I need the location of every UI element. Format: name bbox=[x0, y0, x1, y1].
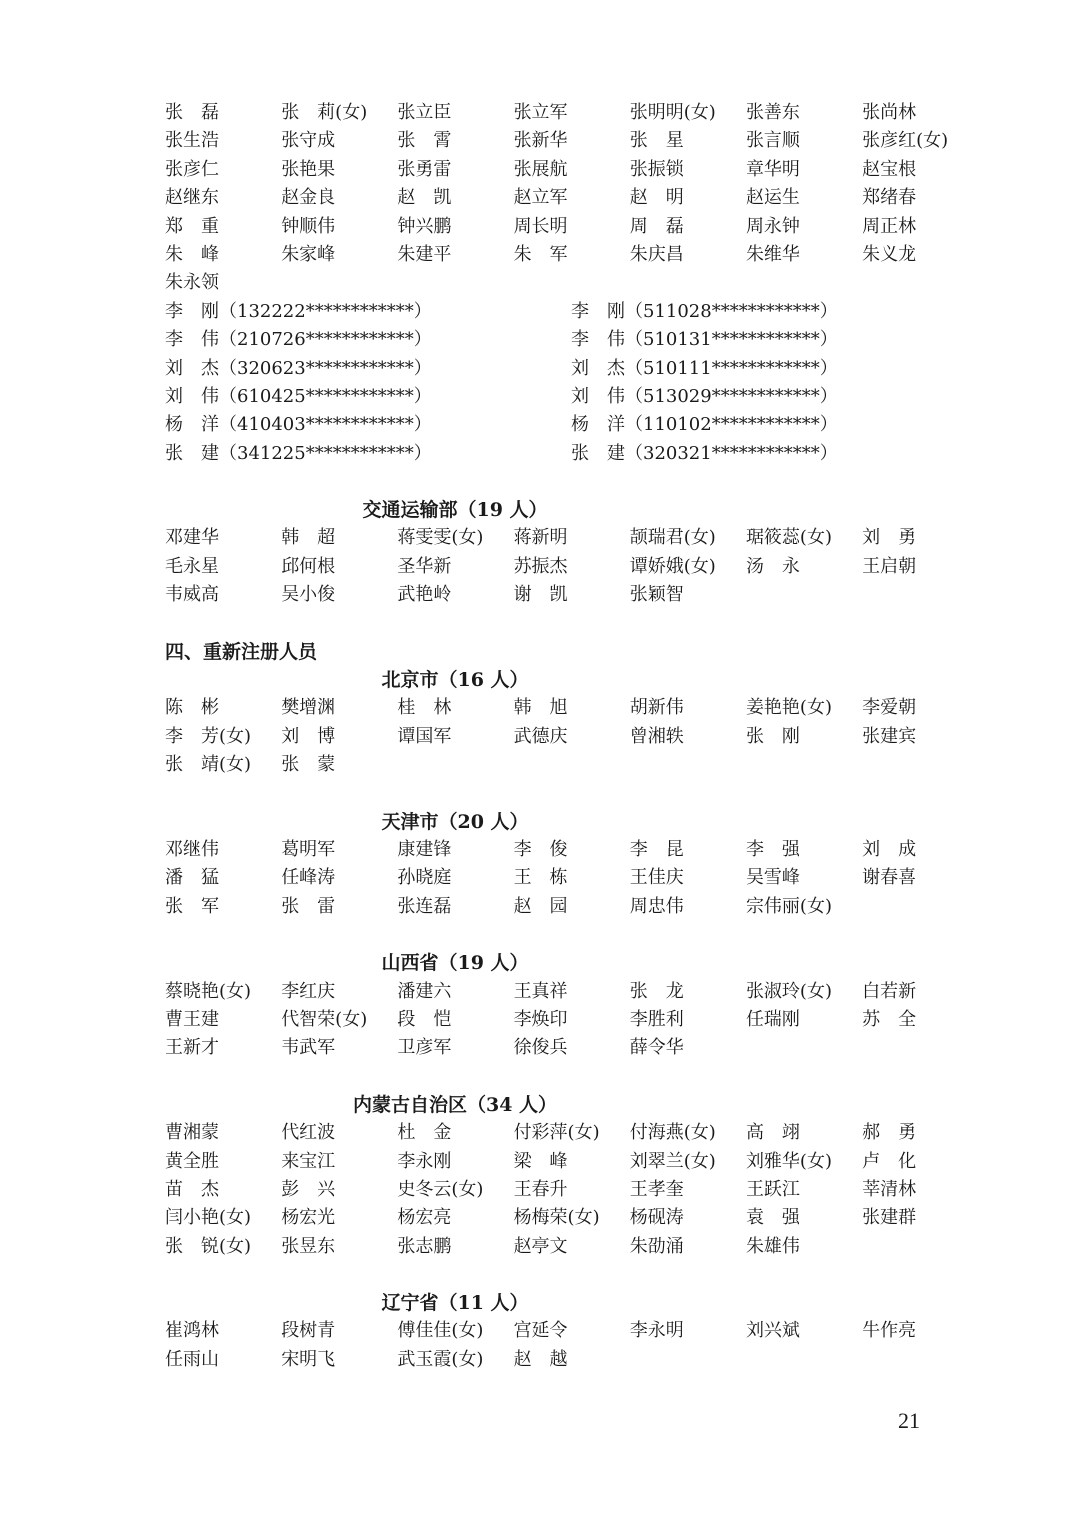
id-name-row bbox=[165, 355, 965, 383]
name-row bbox=[165, 156, 965, 184]
name-row bbox=[165, 241, 965, 269]
person-name: 张 雷 bbox=[281, 895, 336, 917]
person-name: 陈 彬 bbox=[165, 697, 219, 719]
person-name: 张彦仁 bbox=[165, 158, 219, 180]
person-name: 任峰涛 bbox=[281, 867, 336, 889]
person-name: 张 龙 bbox=[629, 980, 684, 1002]
person-name: 赵金良 bbox=[281, 187, 336, 209]
person-name: 苏 全 bbox=[862, 1008, 917, 1030]
name-row bbox=[165, 893, 965, 921]
person-name: 张守成 bbox=[281, 130, 336, 152]
person-name: 孙晓庭 bbox=[397, 867, 452, 889]
person-name: 张勇雷 bbox=[397, 158, 452, 180]
id-name-row bbox=[165, 383, 965, 411]
person-name: 王真祥 bbox=[513, 980, 568, 1002]
id-name-row bbox=[165, 326, 965, 354]
person-name: 朱家峰 bbox=[281, 243, 336, 265]
person-name: 毛永星 bbox=[165, 555, 219, 577]
person-name: 葛明军 bbox=[281, 838, 336, 860]
person-name: 赵立军 bbox=[513, 187, 568, 209]
person-name: 张立军 bbox=[513, 102, 568, 123]
section-title: 天津市（20 人） bbox=[381, 810, 529, 833]
person-name-with-id: 杨 洋（410403************） bbox=[165, 414, 432, 436]
person-name: 李 昆 bbox=[629, 838, 684, 860]
person-name: 张 靖(女) bbox=[165, 754, 252, 776]
person-name: 赵运生 bbox=[745, 187, 800, 209]
person-name: 张明明(女) bbox=[629, 102, 716, 123]
name-row bbox=[165, 99, 965, 127]
id-name-row bbox=[165, 298, 965, 326]
person-name: 李永刚 bbox=[397, 1150, 452, 1172]
person-name: 朱 峰 bbox=[165, 243, 219, 265]
person-name: 莘清林 bbox=[862, 1178, 917, 1200]
person-name: 桂 林 bbox=[397, 697, 452, 719]
person-name: 卫彦军 bbox=[397, 1037, 452, 1059]
person-name: 张昱东 bbox=[281, 1235, 336, 1257]
person-name: 汤 永 bbox=[745, 555, 800, 577]
person-name: 杨梅荣(女) bbox=[513, 1207, 600, 1229]
person-name: 武艳岭 bbox=[397, 584, 452, 606]
person-name-with-id: 李 刚（511028************） bbox=[571, 300, 838, 322]
person-name: 刘 博 bbox=[281, 725, 336, 747]
name-row bbox=[165, 269, 965, 297]
person-name: 赵 明 bbox=[629, 187, 684, 209]
person-name: 李胜利 bbox=[629, 1008, 684, 1030]
person-name: 张尚林 bbox=[862, 102, 917, 123]
name-row bbox=[165, 864, 965, 892]
person-name: 周正林 bbox=[862, 215, 917, 237]
person-name: 赵 越 bbox=[513, 1348, 568, 1370]
person-name: 王春升 bbox=[513, 1178, 568, 1200]
person-name: 张善东 bbox=[745, 102, 800, 123]
section-title: 山西省（19 人） bbox=[381, 952, 529, 975]
name-row bbox=[165, 553, 965, 581]
section-title: 北京市（16 人） bbox=[381, 669, 529, 692]
person-name: 黄全胜 bbox=[165, 1150, 219, 1172]
person-name: 张展航 bbox=[513, 158, 568, 180]
person-name: 段 恺 bbox=[397, 1008, 452, 1030]
page-number: 21 bbox=[898, 1408, 920, 1433]
name-row bbox=[165, 581, 965, 609]
person-name: 高 翊 bbox=[745, 1122, 800, 1144]
person-name: 白若新 bbox=[862, 980, 917, 1002]
person-name: 蔡晓艳(女) bbox=[165, 980, 252, 1002]
person-name: 袁 强 bbox=[745, 1207, 800, 1229]
person-name: 刘兴斌 bbox=[745, 1320, 800, 1342]
person-name: 崔鸿林 bbox=[165, 1320, 219, 1342]
person-name: 付彩萍(女) bbox=[513, 1122, 600, 1144]
person-name: 潘 猛 bbox=[165, 867, 219, 889]
person-name: 刘 勇 bbox=[862, 527, 917, 549]
person-name: 杜 金 bbox=[397, 1122, 452, 1144]
person-name: 段树青 bbox=[281, 1320, 336, 1342]
person-name: 周忠伟 bbox=[629, 895, 684, 917]
person-name: 张 蒙 bbox=[281, 754, 336, 776]
person-name: 吴雪峰 bbox=[745, 867, 800, 889]
name-row bbox=[165, 1176, 965, 1204]
name-row bbox=[165, 1006, 965, 1034]
name-row bbox=[165, 127, 965, 155]
person-name: 李焕印 bbox=[513, 1008, 568, 1030]
person-name: 谭国军 bbox=[397, 725, 452, 747]
person-name-with-id: 张 建（320321************） bbox=[571, 442, 838, 464]
person-name: 武玉霞(女) bbox=[397, 1348, 484, 1370]
person-name: 李 芳(女) bbox=[165, 725, 252, 747]
person-name: 张淑玲(女) bbox=[745, 980, 832, 1002]
person-name: 朱庆昌 bbox=[629, 243, 684, 265]
person-name: 薛令华 bbox=[629, 1037, 684, 1059]
person-name-with-id: 李 刚（132222************） bbox=[165, 300, 432, 322]
person-name: 谢春喜 bbox=[862, 867, 917, 889]
person-name: 王佳庆 bbox=[629, 867, 684, 889]
person-name: 朱雄伟 bbox=[745, 1235, 800, 1257]
person-name: 圣华新 bbox=[397, 555, 452, 577]
section-title: 辽宁省（11 人） bbox=[381, 1292, 529, 1315]
person-name: 张艳果 bbox=[281, 158, 336, 180]
person-name: 康建锋 bbox=[397, 838, 452, 860]
person-name-with-id: 刘 伟（610425************） bbox=[165, 385, 432, 407]
person-name: 赵亭文 bbox=[513, 1235, 568, 1257]
person-name: 张 磊 bbox=[165, 102, 219, 123]
person-name: 曹湘蒙 bbox=[165, 1122, 219, 1144]
person-name-with-id: 张 建（341225************） bbox=[165, 442, 432, 464]
person-name: 张言顺 bbox=[745, 130, 800, 152]
person-name: 张 锐(女) bbox=[165, 1235, 252, 1257]
person-name: 韩 旭 bbox=[513, 697, 568, 719]
person-name: 彭 兴 bbox=[281, 1178, 336, 1200]
person-name: 吴小俊 bbox=[281, 584, 336, 606]
person-name: 付海燕(女) bbox=[629, 1122, 716, 1144]
person-name: 朱建平 bbox=[397, 243, 452, 265]
person-name: 来宝江 bbox=[281, 1150, 336, 1172]
person-name: 李永明 bbox=[629, 1320, 684, 1342]
name-row bbox=[165, 213, 965, 241]
person-name-with-id: 刘 伟（513029************） bbox=[571, 385, 838, 407]
person-name: 韦武军 bbox=[281, 1037, 336, 1059]
person-name: 王 栋 bbox=[513, 867, 568, 889]
person-name: 张建宾 bbox=[862, 725, 917, 747]
name-row bbox=[165, 723, 965, 751]
name-row bbox=[165, 694, 965, 722]
person-name: 卢 化 bbox=[862, 1150, 917, 1172]
person-name: 苗 杰 bbox=[165, 1178, 219, 1200]
person-name: 邓继伟 bbox=[165, 838, 219, 860]
person-name: 杨砚涛 bbox=[629, 1207, 684, 1229]
name-row bbox=[165, 978, 965, 1006]
name-row bbox=[165, 1148, 965, 1176]
id-name-row bbox=[165, 411, 965, 439]
person-name: 周长明 bbox=[513, 215, 568, 237]
person-name: 张连磊 bbox=[397, 895, 452, 917]
section-title: 内蒙古自治区（34 人） bbox=[352, 1093, 558, 1116]
person-name: 任雨山 bbox=[165, 1348, 219, 1370]
section-title: 交通运输部（19 人） bbox=[362, 499, 548, 522]
person-name: 刘 成 bbox=[862, 838, 917, 860]
person-name: 赵继东 bbox=[165, 187, 219, 209]
person-name: 徐俊兵 bbox=[513, 1037, 568, 1059]
person-name: 韩 超 bbox=[281, 527, 336, 549]
person-name: 张 霄 bbox=[397, 130, 452, 152]
person-name-with-id: 刘 杰（510111************） bbox=[571, 357, 838, 379]
person-name: 王启朝 bbox=[862, 555, 917, 577]
person-name: 杨宏亮 bbox=[397, 1207, 452, 1229]
person-name: 颉瑞君(女) bbox=[629, 527, 716, 549]
person-name: 代智荣(女) bbox=[281, 1008, 368, 1030]
person-name: 王新才 bbox=[165, 1037, 219, 1059]
person-name: 宋明飞 bbox=[281, 1348, 336, 1370]
name-row bbox=[165, 184, 965, 212]
name-row bbox=[165, 1317, 965, 1345]
person-name: 琚筱蕊(女) bbox=[745, 527, 832, 549]
person-name: 韦威高 bbox=[165, 584, 219, 606]
person-name: 蒋雯雯(女) bbox=[397, 527, 484, 549]
person-name: 武德庆 bbox=[513, 725, 568, 747]
person-name: 牛作亮 bbox=[862, 1320, 917, 1342]
person-name: 李 俊 bbox=[513, 838, 568, 860]
person-name: 章华明 bbox=[745, 158, 800, 180]
part-heading: 四、重新注册人员 bbox=[165, 640, 318, 663]
person-name: 张生浩 bbox=[165, 130, 219, 152]
person-name-with-id: 杨 洋（110102************） bbox=[571, 414, 838, 436]
person-name: 周 磊 bbox=[629, 215, 684, 237]
person-name: 樊增渊 bbox=[281, 697, 336, 719]
person-name: 张 星 bbox=[629, 130, 684, 152]
person-name: 张 莉(女) bbox=[281, 102, 368, 123]
person-name: 钟兴鹏 bbox=[397, 215, 452, 237]
person-name: 李 强 bbox=[745, 838, 800, 860]
person-name: 任瑞刚 bbox=[745, 1008, 800, 1030]
person-name: 郑 重 bbox=[165, 215, 219, 237]
person-name: 杨宏光 bbox=[281, 1207, 336, 1229]
person-name: 谭娇娥(女) bbox=[629, 555, 716, 577]
name-row bbox=[165, 751, 965, 779]
name-row bbox=[165, 1204, 965, 1232]
person-name: 宫延令 bbox=[513, 1320, 568, 1342]
person-name: 赵 园 bbox=[513, 895, 568, 917]
person-name: 张新华 bbox=[513, 130, 568, 152]
person-name: 曹王建 bbox=[165, 1008, 219, 1030]
person-name: 史冬云(女) bbox=[397, 1178, 484, 1200]
person-name: 赵 凯 bbox=[397, 187, 452, 209]
name-row bbox=[165, 1346, 965, 1374]
name-row bbox=[165, 524, 965, 552]
person-name: 郝 勇 bbox=[862, 1122, 917, 1144]
person-name: 谢 凯 bbox=[513, 584, 568, 606]
person-name: 赵宝根 bbox=[862, 158, 917, 180]
person-name: 张立臣 bbox=[397, 102, 452, 123]
person-name: 张振锁 bbox=[629, 158, 684, 180]
person-name: 张颖智 bbox=[629, 584, 684, 606]
person-name: 代红波 bbox=[281, 1122, 336, 1144]
person-name: 梁 峰 bbox=[513, 1150, 568, 1172]
person-name: 张志鹏 bbox=[397, 1235, 452, 1257]
person-name: 周永钟 bbox=[745, 215, 800, 237]
person-name: 姜艳艳(女) bbox=[745, 697, 832, 719]
person-name: 郑绪春 bbox=[862, 187, 917, 209]
person-name: 胡新伟 bbox=[629, 697, 684, 719]
person-name: 宗伟丽(女) bbox=[745, 895, 832, 917]
page-content bbox=[165, 99, 965, 1374]
person-name: 刘雅华(女) bbox=[745, 1150, 832, 1172]
person-name: 张 刚 bbox=[745, 725, 800, 747]
person-name: 朱 军 bbox=[513, 243, 568, 265]
person-name: 邱何根 bbox=[281, 555, 336, 577]
person-name: 苏振杰 bbox=[513, 555, 568, 577]
id-name-row bbox=[165, 440, 965, 468]
name-row bbox=[165, 1233, 965, 1261]
person-name: 王孝奎 bbox=[629, 1178, 684, 1200]
person-name-with-id: 刘 杰（320623************） bbox=[165, 357, 432, 379]
person-name: 李红庆 bbox=[281, 980, 336, 1002]
person-name: 朱维华 bbox=[745, 243, 800, 265]
person-name: 傅佳佳(女) bbox=[397, 1320, 484, 1342]
person-name: 王跃江 bbox=[745, 1178, 800, 1200]
person-name: 张 军 bbox=[165, 895, 219, 917]
person-name: 钟顺伟 bbox=[281, 215, 336, 237]
person-name: 张彦红(女) bbox=[862, 130, 949, 152]
person-name: 曾湘轶 bbox=[629, 725, 684, 747]
person-name: 李爱朝 bbox=[862, 697, 917, 719]
person-name-with-id: 李 伟（510131************） bbox=[571, 329, 838, 351]
person-name: 张建群 bbox=[862, 1207, 917, 1229]
person-name-with-id: 李 伟（210726************） bbox=[165, 329, 432, 351]
person-name: 潘建六 bbox=[397, 980, 452, 1002]
person-name: 蒋新明 bbox=[513, 527, 568, 549]
person-name: 邓建华 bbox=[165, 527, 219, 549]
person-name: 朱义龙 bbox=[862, 243, 917, 265]
person-name: 刘翠兰(女) bbox=[629, 1150, 716, 1172]
person-name: 朱劭涌 bbox=[629, 1235, 684, 1257]
name-row bbox=[165, 1034, 965, 1062]
person-name: 闫小艳(女) bbox=[165, 1207, 252, 1229]
person-name: 朱永领 bbox=[165, 272, 219, 294]
name-row bbox=[165, 1119, 965, 1147]
name-row bbox=[165, 836, 965, 864]
